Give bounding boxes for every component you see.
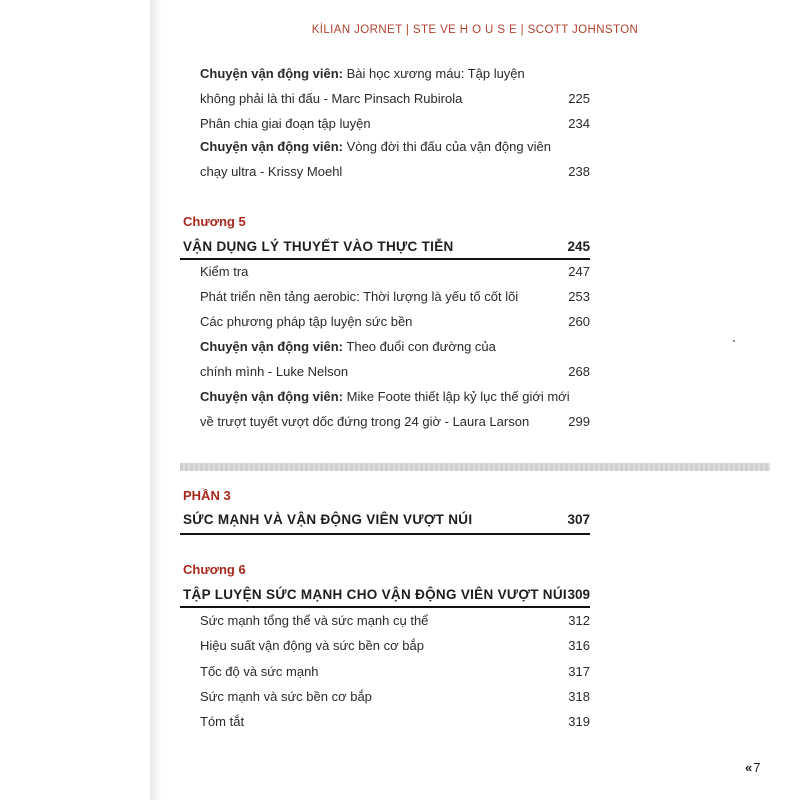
toc-entry-text: Kiểm tra bbox=[200, 264, 249, 279]
toc-entry-page: 247 bbox=[568, 264, 590, 279]
part-3-label: PHẦN 3 bbox=[183, 488, 231, 503]
toc-entry-text: về trượt tuyết vượt dốc đứng trong 24 giờ - Laura Larson bbox=[200, 414, 530, 429]
chapter-6-label: Chương 6 bbox=[183, 562, 246, 577]
toc-entry-text: Chuyện vận động viên: Vòng đời thi đấu của vận động viên bbox=[200, 139, 552, 154]
toc-entry-page: 316 bbox=[568, 638, 590, 653]
toc-entry-text: chạy ultra - Krissy Moehl bbox=[200, 164, 343, 179]
toc-entry-page: 234 bbox=[568, 116, 590, 131]
athlete-story-label: Chuyện vận động viên: bbox=[200, 339, 344, 354]
toc-entry-text: chính mình - Luke Nelson bbox=[200, 364, 349, 379]
athlete-story-label: Chuyện vận động viên: bbox=[200, 389, 344, 404]
toc-entry-text: Hiệu suất vận động và sức bền cơ bắp bbox=[200, 638, 424, 653]
book-page bbox=[150, 0, 800, 800]
toc-entry-text: Chuyện vận động viên: Mike Foote thiết lập kỷ lục thế giới mới bbox=[200, 389, 570, 404]
toc-entry-text: Tốc độ và sức mạnh bbox=[200, 664, 319, 679]
athlete-story-label: Chuyện vận động viên: bbox=[200, 66, 344, 81]
athlete-story-label: Chuyện vận động viên: bbox=[200, 139, 344, 154]
toc-entry-text: Tóm tắt bbox=[200, 714, 245, 729]
chapter-5-label: Chương 5 bbox=[183, 214, 246, 229]
toc-entry-text: Phân chia giai đoạn tập luyện bbox=[200, 116, 371, 131]
toc-entry-text: Sức mạnh và sức bền cơ bắp bbox=[200, 689, 372, 704]
chapter-6-page: 309 bbox=[567, 587, 590, 602]
toc-entry-text: Chuyện vận động viên: Theo đuổi con đường của bbox=[200, 339, 496, 354]
stray-dot bbox=[733, 340, 735, 342]
toc-entry-text: Các phương pháp tập luyện sức bền bbox=[200, 314, 413, 329]
chapter-5-rule bbox=[180, 258, 590, 260]
chapter-5-title: VẬN DỤNG LÝ THUYẾT VÀO THỰC TIỄN bbox=[183, 239, 454, 254]
toc-entry-page: 225 bbox=[568, 91, 590, 106]
page-number-value: 7 bbox=[753, 760, 761, 775]
toc-entry-text: không phải là thi đấu - Marc Pinsach Rubirola bbox=[200, 91, 463, 106]
chapter-6-rule bbox=[180, 606, 590, 608]
toc-entry-page: 318 bbox=[568, 689, 590, 704]
toc-entry-page: 260 bbox=[568, 314, 590, 329]
chapter-5-page: 245 bbox=[567, 239, 590, 254]
part-3-page: 307 bbox=[567, 512, 590, 527]
toc-entry-page: 299 bbox=[568, 414, 590, 429]
page-number bbox=[745, 760, 760, 775]
page-marker: « bbox=[745, 760, 753, 775]
toc-entry-page: 238 bbox=[568, 164, 590, 179]
toc-entry-text: Sức mạnh tổng thể và sức mạnh cụ thể bbox=[200, 613, 429, 628]
toc-entry-text: Phát triển nền tảng aerobic: Thời lượng là yếu tố cốt lõi bbox=[200, 289, 519, 304]
chapter-6-title: TẬP LUYỆN SỨC MẠNH CHO VẬN ĐỘNG VIÊN VƯỢT NÚI bbox=[183, 587, 567, 602]
toc-entry-page: 253 bbox=[568, 289, 590, 304]
toc-entry-page: 268 bbox=[568, 364, 590, 379]
part-3-rule bbox=[180, 533, 590, 535]
part-3-title: SỨC MẠNH VÀ VẬN ĐỘNG VIÊN VƯỢT NÚI bbox=[183, 512, 473, 527]
section-divider-band bbox=[180, 463, 770, 471]
toc-entry-page: 317 bbox=[568, 664, 590, 679]
toc-entry-text: Chuyện vận động viên: Bài học xương máu: Tập luyện bbox=[200, 66, 525, 81]
toc-entry-page: 312 bbox=[568, 613, 590, 628]
running-header: KİLIAN JORNET | STE VE H O U S E | SCOTT JOHNSTON bbox=[311, 24, 639, 36]
page-gutter-shadow bbox=[150, 0, 162, 800]
toc-entry-page: 319 bbox=[568, 714, 590, 729]
